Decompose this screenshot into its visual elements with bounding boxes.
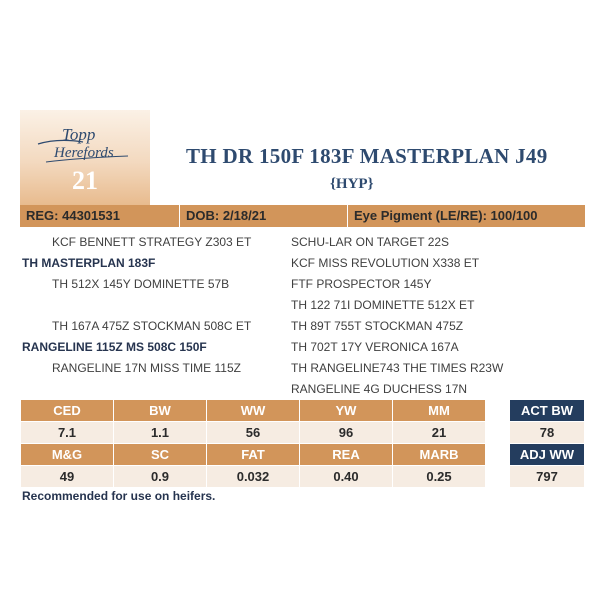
epd-header-row-2 xyxy=(21,444,486,466)
epd-header-fat: FAT xyxy=(207,444,300,466)
epd-value-yw: 96 xyxy=(300,422,393,444)
pedigree-gg4: TH 122 71I DOMINETTE 512X ET xyxy=(291,298,475,312)
eye-pigment: Eye Pigment (LE/RE): 100/100 xyxy=(354,208,538,223)
adj-ww-label: ADJ WW xyxy=(510,444,585,466)
epd-value-bw: 1.1 xyxy=(114,422,207,444)
pedigree-gg7: TH RANGELINE743 THE TIMES R23W xyxy=(291,361,504,375)
pedigree-sire-sire: KCF BENNETT STRATEGY Z303 ET xyxy=(52,235,252,249)
epd-value-mm: 21 xyxy=(393,422,486,444)
epd-header-mm: MM xyxy=(393,400,486,422)
pedigree-gg5: TH 89T 755T STOCKMAN 475Z xyxy=(291,319,464,333)
pedigree-gg1: SCHU-LAR ON TARGET 22S xyxy=(291,235,450,249)
info-bar xyxy=(20,205,585,227)
adj-ww-value: 797 xyxy=(510,466,585,488)
reg-number: REG: 44301531 xyxy=(20,205,180,227)
pedigree-sire: TH MASTERPLAN 183F xyxy=(22,256,156,270)
epd-value-sc: 0.9 xyxy=(114,466,207,488)
epd-header-yw: YW xyxy=(300,400,393,422)
epd-value-mg: 49 xyxy=(21,466,114,488)
animal-name: TH DR 150F 183F MASTERPLAN J49 xyxy=(186,144,548,168)
pedigree-gg3: FTF PROSPECTOR 145Y xyxy=(291,277,432,291)
topp-herefords-logo xyxy=(28,118,138,168)
pedigree-gg6: TH 702T 17Y VERONICA 167A xyxy=(291,340,459,354)
epd-header-ww: WW xyxy=(207,400,300,422)
act-bw-label: ACT BW xyxy=(510,400,585,422)
pedigree-dam-sire: TH 167A 475Z STOCKMAN 508C ET xyxy=(52,319,252,333)
epd-header-marb: MARB xyxy=(393,444,486,466)
epd-value-ww: 56 xyxy=(207,422,300,444)
epd-value-marb: 0.25 xyxy=(393,466,486,488)
lot-number: 21 xyxy=(72,166,98,195)
epd-header-bw: BW xyxy=(114,400,207,422)
epd-table xyxy=(20,399,486,488)
recommendation-note: Recommended for use on heifers. xyxy=(22,489,216,503)
epd-value-fat: 0.032 xyxy=(207,466,300,488)
epd-header-sc: SC xyxy=(114,444,207,466)
epd-header-mg: M&G xyxy=(21,444,114,466)
pedigree-sire-dam: TH 512X 145Y DOMINETTE 57B xyxy=(52,277,230,291)
dob: DOB: 2/18/21 xyxy=(180,205,348,227)
logo-line1: Topp xyxy=(62,125,96,144)
epd-value-rea: 0.40 xyxy=(300,466,393,488)
act-bw-value: 78 xyxy=(510,422,585,444)
epd-value-row-2 xyxy=(21,466,486,488)
animal-tag: {HYP} xyxy=(330,176,374,192)
pedigree-gg2: KCF MISS REVOLUTION X338 ET xyxy=(291,256,480,270)
logo-line2: Herefords xyxy=(54,145,114,161)
pedigree-dam-dam: RANGELINE 17N MISS TIME 115Z xyxy=(52,361,241,375)
pedigree-gg8: RANGELINE 4G DUCHESS 17N xyxy=(291,382,468,396)
epd-header-ced: CED xyxy=(21,400,114,422)
epd-header-rea: REA xyxy=(300,444,393,466)
actuals-table xyxy=(509,399,585,488)
epd-value-row xyxy=(21,422,486,444)
pedigree-dam: RANGELINE 115Z MS 508C 150F xyxy=(22,340,207,354)
epd-header-row xyxy=(21,400,486,422)
epd-value-ced: 7.1 xyxy=(21,422,114,444)
lot-badge xyxy=(20,110,150,205)
